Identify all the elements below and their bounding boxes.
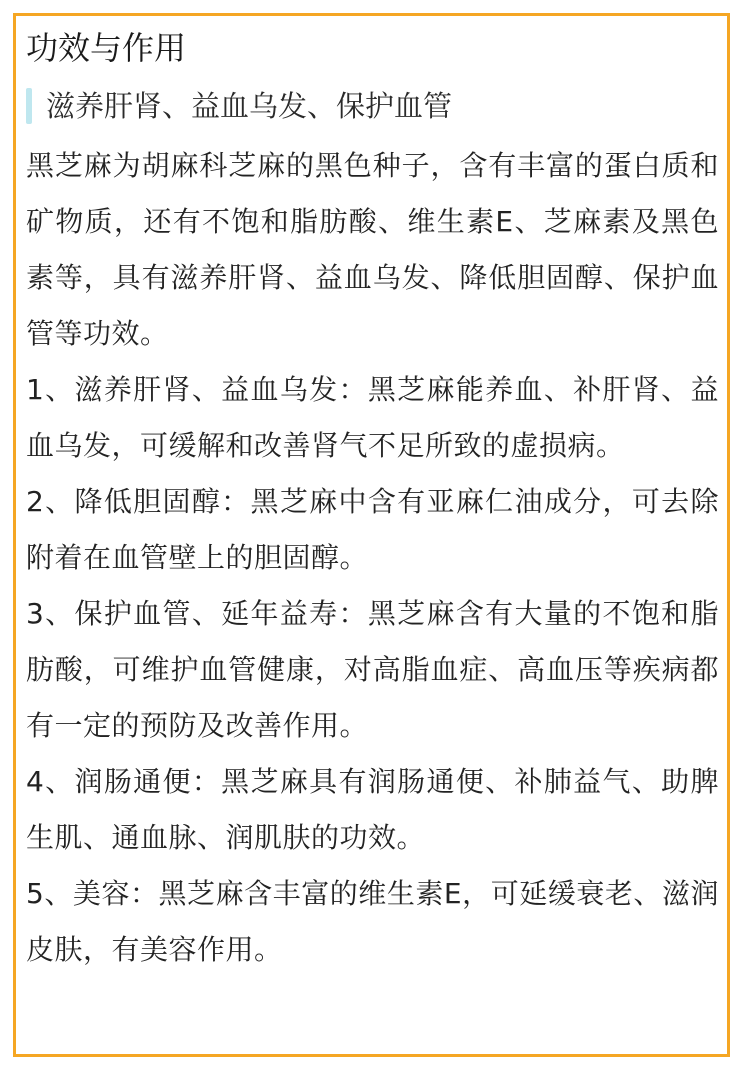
article-content bbox=[26, 24, 719, 1046]
page-title: 功效与作用 bbox=[26, 29, 187, 67]
benefit-item-3: 3、保护血管、延年益寿：黑芝麻含有大量的不饱和脂肪酸，可维护血管健康，对高脂血症、高血压等疾病都有一定的预防及改善作用。 bbox=[26, 597, 719, 742]
article-body bbox=[26, 138, 719, 978]
benefit-item-2: 2、降低胆固醇：黑芝麻中含有亚麻仁油成分，可去除附着在血管壁上的胆固醇。 bbox=[26, 485, 719, 574]
benefit-item-1: 1、滋养肝肾、益血乌发：黑芝麻能养血、补肝肾、益血乌发，可缓解和改善肾气不足所致的虚损病。 bbox=[26, 373, 719, 462]
section-heading bbox=[26, 88, 719, 124]
intro-paragraph: 黑芝麻为胡麻科芝麻的黑色种子，含有丰富的蛋白质和矿物质，还有不饱和脂肪酸、维生素E、芝麻素及黑色素等，具有滋养肝肾、益血乌发、降低胆固醇、保护血管等功效。 bbox=[26, 149, 719, 350]
section-heading-text: 滋养肝肾、益血乌发、保护血管 bbox=[46, 89, 453, 123]
benefit-item-4: 4、润肠通便：黑芝麻具有润肠通便、补肺益气、助脾生肌、通血脉、润肌肤的功效。 bbox=[26, 765, 719, 854]
content-frame bbox=[13, 13, 730, 1057]
accent-bar bbox=[26, 88, 32, 124]
benefit-item-5: 5、美容：黑芝麻含丰富的维生素E，可延缓衰老、滋润皮肤，有美容作用。 bbox=[26, 877, 719, 966]
